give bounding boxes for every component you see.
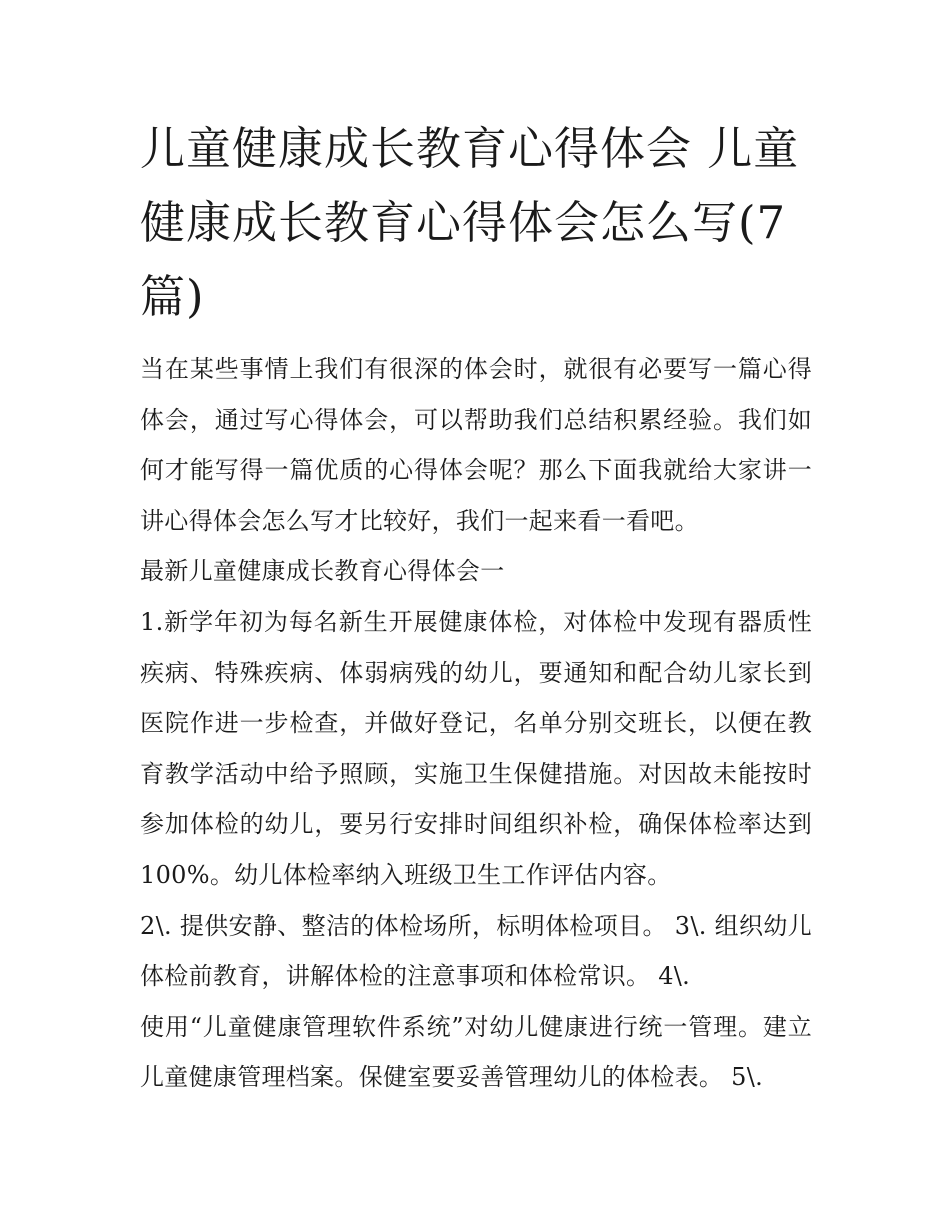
- body-paragraph: 使用“儿童健康管理软件系统”对幼儿健康进行统一管理。建立儿童健康管理档案。保健室要妥善管理幼儿的体检表。 5\.: [140, 1012, 812, 1092]
- document-body: [140, 344, 812, 1103]
- section-heading: 最新儿童健康成长教育心得体会一: [140, 557, 505, 586]
- body-paragraph: 2\. 提供安静、整洁的体检场所，标明体检项目。 3\. 组织幼儿体检前教育，讲解体检的注意事项和体检常识。 4\.: [140, 911, 812, 991]
- document-title: 儿童健康成长教育心得体会 儿童健康成长教育心得体会怎么写(7篇): [140, 122, 800, 323]
- intro-paragraph: 当在某些事情上我们有很深的体会时，就很有必要写一篇心得体会，通过写心得体会，可以帮助我们总结积累经验。我们如何才能写得一篇优质的心得体会呢？那么下面我就给大家讲一讲心得体会怎么写才比较好，我们一起来看一看吧。: [140, 355, 812, 535]
- body-paragraph: 1.新学年初为每名新生开展健康体检，对体检中发现有器质性疾病、特殊疾病、体弱病残的幼儿，要通知和配合幼儿家长到医院作进一步检查，并做好登记，名单分别交班长，以便在教育教学活动中给予照顾，实施卫生保健措施。对因故未能按时参加体检的幼儿，要另行安排时间组织补检，确保体检率达到100%。幼儿体检率纳入班级卫生工作评估内容。: [140, 607, 812, 889]
- document-page: [140, 112, 812, 1103]
